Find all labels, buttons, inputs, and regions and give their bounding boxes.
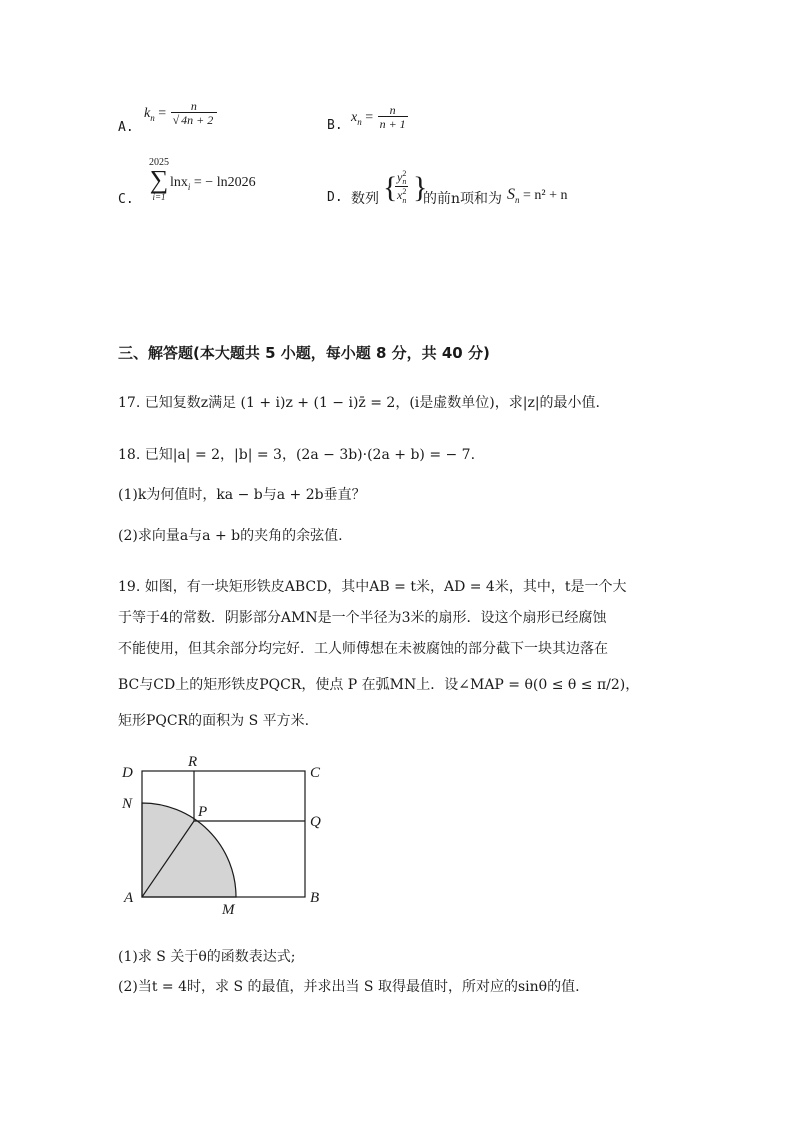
- question-19-line-5: 矩形PQCR的面积为 S 平方米.: [118, 713, 310, 729]
- question-19-line-4: BC与CD上的矩形铁皮PQCR，使点 P 在弧MN上．设∠MAP = θ(0 ≤ θ ≤ π/2)，: [118, 677, 640, 693]
- fraction: $\frac{n}{n + 1}$: [379, 103, 406, 131]
- option-d-prefix: 数列: [351, 191, 379, 207]
- section-title: 三、解答题(本大题共 5 小题，每小题 8 分，共 40 分): [118, 344, 490, 362]
- question-18-stem: 18. 已知|a| = 2，|b| = 3，(2a − 3b)·(2a + b) = − 7.: [118, 447, 476, 463]
- question-18-part-1: (1)k为何值时，ka − b与a + 2b垂直？: [118, 487, 366, 503]
- label-r: R: [188, 754, 198, 770]
- label-q: Q: [310, 814, 321, 830]
- option-a-formula: $k_n$ = $\frac{n}{√ 4n + 2}$: [144, 100, 217, 126]
- label-a: A: [124, 890, 134, 906]
- label-b: B: [310, 890, 320, 906]
- option-letter: A.: [118, 120, 134, 135]
- label-p: P: [198, 804, 208, 820]
- option-d-suffix: 的前n项和为: [423, 191, 503, 207]
- fraction: $\frac{y^2_n}{x^2_n}$: [397, 169, 407, 205]
- left-brace: {: [383, 171, 398, 204]
- right-brace: }: [413, 171, 428, 204]
- option-c-formula: lnx$_i$ = − ln2026: [170, 175, 256, 192]
- option-b-formula: $x_n$ = $\frac{n}{n + 1}$: [351, 103, 406, 131]
- option-d-formula: $S_n = n^2 + n$: [507, 186, 568, 205]
- fraction: $\frac{n}{√ 4n + 2}$: [171, 100, 218, 126]
- option-letter: C.: [118, 192, 134, 207]
- option-letter: D.: [327, 190, 343, 205]
- question-19-line-2: 于等于4的常数．阴影部分AMN是一个半径为3米的扇形．设这个扇形已经腐蚀: [118, 610, 607, 626]
- question-18-part-2: (2)求向量a与a + b的夹角的余弦值.: [118, 528, 343, 544]
- question-19-line-1: 19. 如图，有一块矩形铁皮ABCD，其中AB = t米，AD = 4米，其中，t是一个大: [118, 579, 627, 595]
- question-17: 17. 已知复数z满足 (1 + i)z + (1 − i)z̄ = 2，(i是虚数单位)，求|z|的最小值.: [118, 395, 601, 411]
- label-c: C: [310, 765, 321, 781]
- label-n: N: [122, 796, 133, 812]
- label-m: M: [222, 902, 235, 918]
- option-letter: B.: [327, 118, 343, 133]
- summation: 2025 ∑ i=1: [149, 157, 169, 202]
- question-19-part-2: (2)当t = 4时，求 S 的最值，并求出当 S 取得最值时，所对应的sinθ的值.: [118, 979, 580, 995]
- shaded-sector: [142, 803, 236, 897]
- question-19-part-1: (1)求 S 关于θ的函数表达式;: [118, 949, 296, 965]
- label-d: D: [122, 765, 133, 781]
- question-19-line-3: 不能使用，但其余部分均完好．工人师傅想在未被腐蚀的部分截下一块其边落在: [118, 641, 608, 657]
- rectangle-diagram: [118, 752, 338, 922]
